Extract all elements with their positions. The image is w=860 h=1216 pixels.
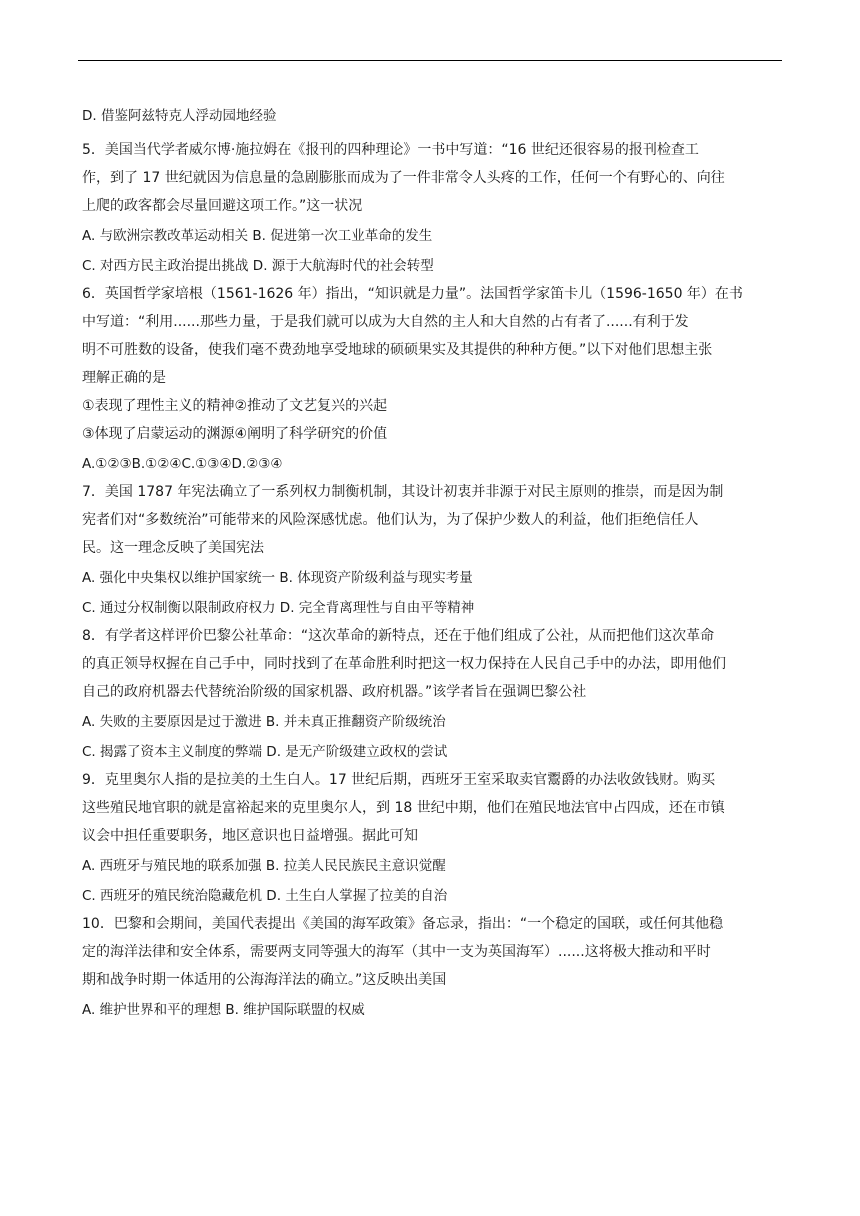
text-line: 8．有学者这样评价巴黎公社革命：“这次革命的新特点，还在于他们组成了公社，从而把他们这次革命: [82, 628, 715, 644]
text-line: 明不可胜数的设备，使我们毫不费劲地享受地球的硕硕果实及其提供的种种方便。”以下对他们思想主张: [82, 342, 713, 358]
text-line: 期和战争时期一体适用的公海海洋法的确立。”这反映出美国: [82, 972, 447, 988]
q4-option-d: D. 借鉴阿兹特克人浮动园地经验: [82, 108, 277, 124]
q9-options-ab: A. 西班牙与殖民地的联系加强 B. 拉美人民民族民主意识觉醒: [82, 858, 446, 874]
text-line: 9．克里奥尔人指的是拉美的土生白人。17 世纪后期，西班牙王室采取卖官鬻爵的办法收敛钱财。购买: [82, 772, 716, 788]
question-10-stem: [82, 910, 780, 994]
text-line: 6．英国哲学家培根（1561-1626 年）指出，“知识就是力量”。法国哲学家笛卡儿（1596-1650 年）在书: [82, 286, 743, 302]
q6-statements-1-2: ①表现了理性主义的精神②推动了文艺复兴的兴起: [82, 398, 388, 414]
q8-options-ab: A. 失败的主要原因是过于激进 B. 并未真正推翻资产阶级统治: [82, 714, 446, 730]
q10-options-ab: A. 维护世界和平的理想 B. 维护国际联盟的权威: [82, 1002, 365, 1018]
question-9-stem: [82, 766, 780, 850]
q7-options-cd: C. 通过分权制衡以限制政府权力 D. 完全背离理性与自由平等精神: [82, 600, 475, 616]
question-5-stem: [82, 136, 780, 220]
text-line: 10．巴黎和会期间，美国代表提出《美国的海军政策》备忘录，指出：“一个稳定的国联，或任何其他稳: [82, 916, 724, 932]
question-content: [82, 100, 780, 1024]
q8-options-cd: C. 揭露了资本主义制度的弊端 D. 是无产阶级建立政权的尝试: [82, 744, 448, 760]
q5-options-cd: C. 对西方民主政治提出挑战 D. 源于大航海时代的社会转型: [82, 258, 434, 274]
question-6-stem: [82, 280, 780, 392]
text-line: 7．美国 1787 年宪法确立了一系列权力制衡机制，其设计初衷并非源于对民主原则的推崇，而是因为制: [82, 484, 724, 500]
question-7-stem: [82, 478, 780, 562]
text-line: 定的海洋法律和安全体系，需要两支同等强大的海军（其中一支为英国海军）......这将极大推动和平时: [82, 944, 711, 960]
text-line: 民。这一理念反映了美国宪法: [82, 540, 264, 556]
q7-options-ab: A. 强化中央集权以维护国家统一 B. 体现资产阶级利益与现实考量: [82, 570, 473, 586]
text-line: 的真正领导权握在自己手中，同时找到了在革命胜利时把这一权力保持在人民自己手中的办法，即用他们: [82, 656, 726, 672]
text-line: 议会中担任重要职务，地区意识也日益增强。据此可知: [82, 828, 418, 844]
text-line: 中写道：“利用......那些力量，于是我们就可以成为大自然的主人和大自然的占有者了......有利于发: [82, 314, 689, 330]
text-line: 宪者们对“多数统治”可能带来的风险深感忧虑。他们认为，为了保护少数人的利益，他们拒绝信任人: [82, 512, 699, 528]
q9-options-cd: C. 西班牙的殖民统治隐藏危机 D. 土生白人掌握了拉美的自治: [82, 888, 448, 904]
q6-statements-3-4: ③体现了启蒙运动的渊源④阐明了科学研究的价值: [82, 426, 388, 442]
text-line: 这些殖民地官职的就是富裕起来的克里奥尔人，到 18 世纪中期，他们在殖民地法官中占四成，还在市镇: [82, 800, 725, 816]
q6-options: A.①②③B.①②④C.①③④D.②③④: [82, 456, 283, 472]
question-8-stem: [82, 622, 780, 706]
text-line: 自己的政府机器去代替统治阶级的国家机器、政府机器。”该学者旨在强调巴黎公社: [82, 684, 587, 700]
text-line: 上爬的政客都会尽量回避这项工作。”这一状况: [82, 198, 363, 214]
text-line: 作，到了 17 世纪就因为信息量的急剧膨胀而成为了一件非常令人头疼的工作，任何一个有野心的、向往: [82, 170, 725, 186]
q5-options-ab: A. 与欧洲宗教改革运动相关 B. 促进第一次工业革命的发生: [82, 228, 433, 244]
text-line: 5．美国当代学者威尔博·施拉姆在《报刊的四种理论》一书中写道：“16 世纪还很容易的报刊检查工: [82, 142, 699, 158]
header-rule: [78, 60, 782, 61]
text-line: 理解正确的是: [82, 370, 166, 386]
